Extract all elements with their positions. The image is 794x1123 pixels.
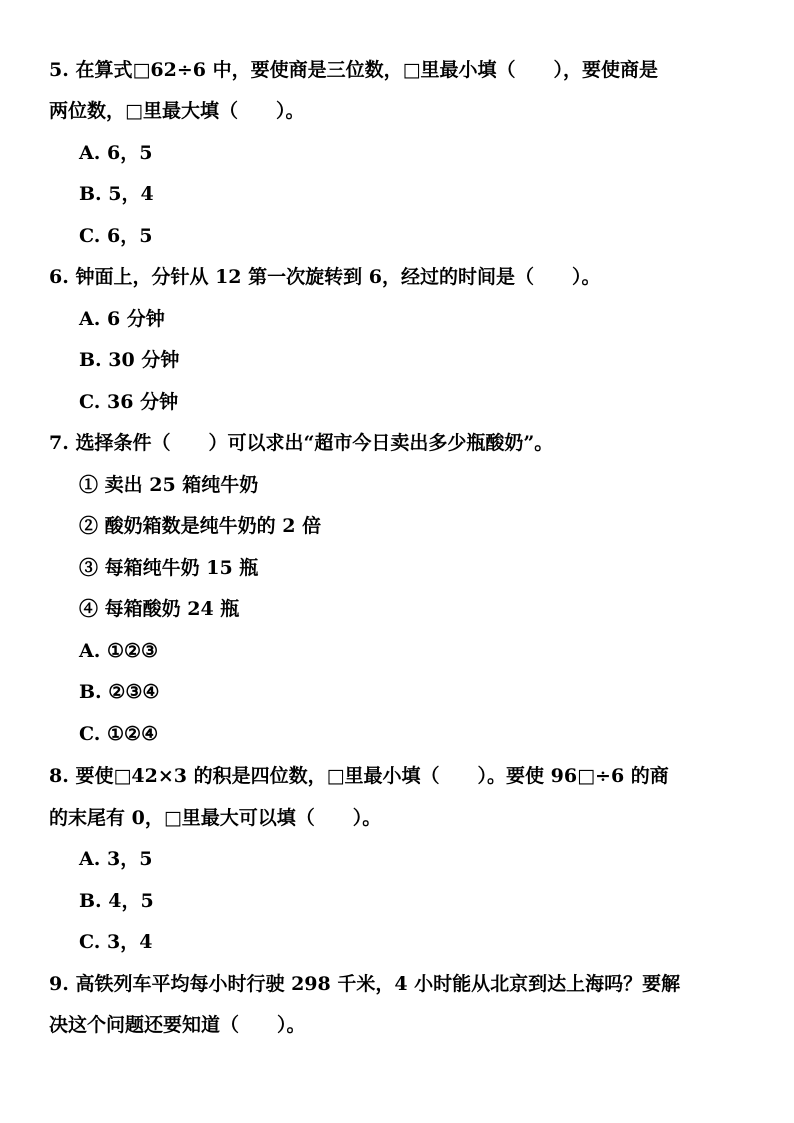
question-6-option-c: C. 36 分钟 — [79, 391, 179, 413]
question-8-line-1: 8. 要使□42×3 的积是四位数，□里最小填（ ）。要使 96□÷6 的商 — [49, 765, 669, 787]
question-5-option-b: B. 5，4 — [79, 183, 154, 205]
question-7-condition-4: ④ 每箱酸奶 24 瓶 — [79, 598, 240, 620]
question-6-option-b: B. 30 分钟 — [79, 349, 180, 371]
question-5-line-1: 5. 在算式□62÷6 中，要使商是三位数，□里最小填（ ），要使商是 — [49, 59, 659, 81]
question-7-line-1: 7. 选择条件（ ）可以求出“超市今日卖出多少瓶酸奶”。 — [49, 432, 554, 454]
question-5-option-c: C. 6，5 — [79, 225, 153, 247]
question-7-condition-3: ③ 每箱纯牛奶 15 瓶 — [79, 557, 259, 579]
question-7-option-a: A. ①②③ — [79, 640, 159, 662]
question-8-line-2: 的末尾有 0，□里最大可以填（ ）。 — [49, 807, 382, 829]
question-6-line-1: 6. 钟面上，分针从 12 第一次旋转到 6，经过的时间是（ ）。 — [49, 266, 601, 288]
question-8-option-a: A. 3，5 — [79, 848, 153, 870]
question-5-line-2: 两位数，□里最大填（ ）。 — [49, 100, 305, 122]
question-8-option-b: B. 4，5 — [79, 890, 154, 912]
question-9-line-2: 决这个问题还要知道（ ）。 — [49, 1014, 306, 1036]
question-7-option-b: B. ②③④ — [79, 681, 160, 703]
question-9-line-1: 9. 高铁列车平均每小时行驶 298 千米，4 小时能从北京到达上海吗？要解 — [49, 973, 681, 995]
question-5-option-a: A. 6，5 — [79, 142, 153, 164]
question-7-condition-2: ② 酸奶箱数是纯牛奶的 2 倍 — [79, 515, 322, 537]
question-8-option-c: C. 3，4 — [79, 931, 153, 953]
question-7-condition-1: ① 卖出 25 箱纯牛奶 — [79, 474, 259, 496]
question-6-option-a: A. 6 分钟 — [79, 308, 165, 330]
question-7-option-c: C. ①②④ — [79, 723, 159, 745]
